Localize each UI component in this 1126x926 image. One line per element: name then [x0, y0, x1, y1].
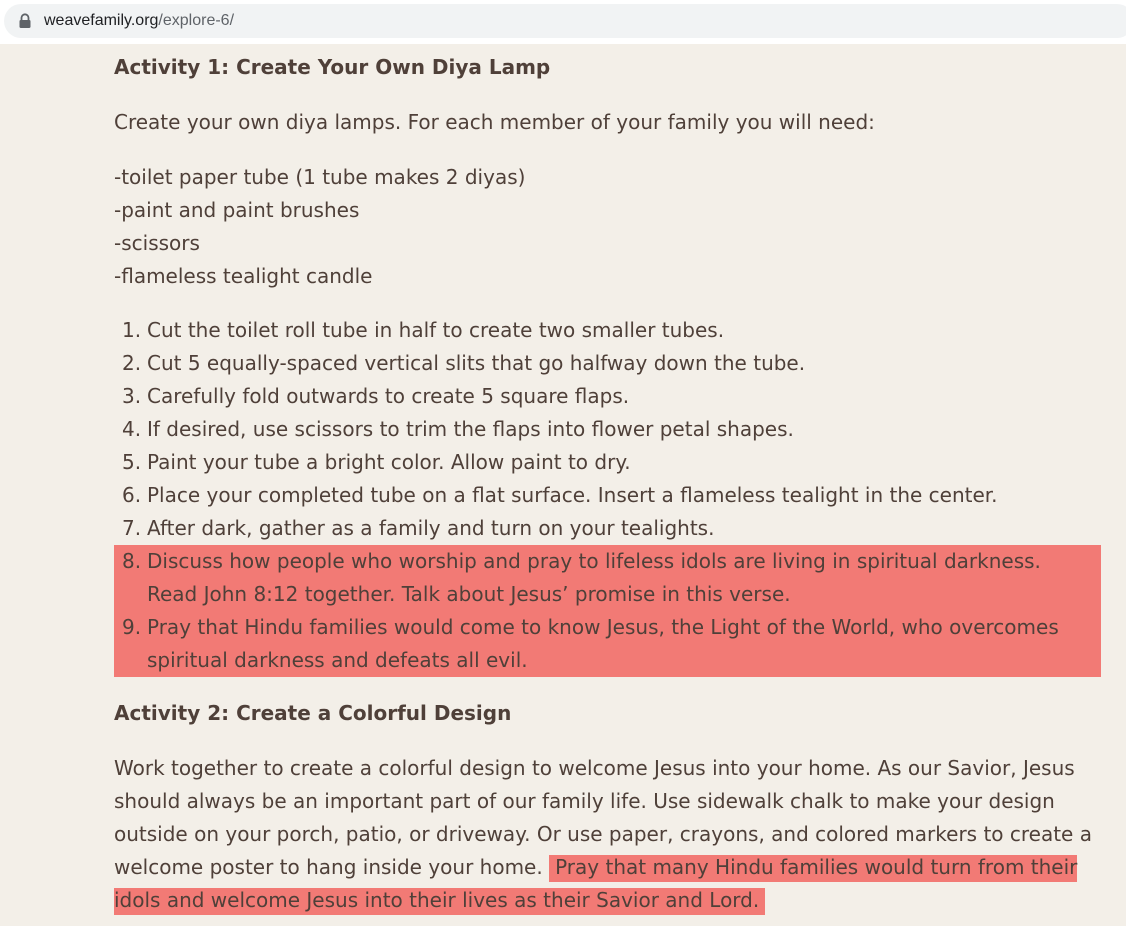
activity1-heading: Activity 1: Create Your Own Diya Lamp	[114, 55, 551, 79]
step-text: Carefully fold outwards to create 5 square flaps.	[147, 384, 630, 408]
supply-item: -scissors	[114, 231, 200, 255]
step-text: Cut 5 equally-spaced vertical slits that go halfway down the tube.	[147, 351, 806, 375]
activity2-heading: Activity 2: Create a Colorful Design	[114, 701, 512, 725]
step-item	[114, 512, 1101, 545]
step-number: 8.	[122, 549, 142, 573]
activity1-intro: Create your own diya lamps. For each member of your family you will need:	[114, 110, 875, 134]
step-item	[114, 611, 1101, 677]
highlighted-prayer-text: Pray that many Hindu families would turn from their idols and welcome Jesus into their lives as their Savior and Lord.	[114, 855, 1077, 915]
step-item	[114, 446, 1101, 479]
step-text: If desired, use scissors to trim the flaps into flower petal shapes.	[147, 417, 794, 441]
activity2-text: Work together to create a colorful design to welcome Jesus into your home. As our Savior, Jesus should always be an important part of our family life. Use sidewalk chalk to make your design outside on your porch, patio, or driveway. Or use paper, crayons, and colored markers to create a welcome poster to hang inside your home.	[114, 756, 1092, 879]
step-number: 6.	[122, 483, 142, 507]
step-text: Paint your tube a bright color. Allow paint to dry.	[147, 450, 631, 474]
step-text: Place your completed tube on a flat surface. Insert a flameless tealight in the center.	[147, 483, 998, 507]
step-number: 9.	[122, 615, 142, 639]
step-text: Discuss how people who worship and pray to lifeless idols are living in spiritual darkness. Read John 8:12 together. Talk about Jesus’ promise in this verse.	[147, 549, 1041, 606]
step-number: 3.	[122, 384, 142, 408]
url-domain: weavefamily.org	[44, 12, 159, 29]
lock-icon[interactable]	[18, 13, 32, 29]
step-text: Cut the toilet roll tube in half to create two smaller tubes.	[147, 318, 725, 342]
step-number: 1.	[122, 318, 142, 342]
activity2-paragraph	[114, 752, 1104, 917]
supply-item: -paint and paint brushes	[114, 198, 360, 222]
step-item	[114, 413, 1101, 446]
step-item	[114, 479, 1101, 512]
browser-toolbar	[0, 0, 1126, 44]
step-text: After dark, gather as a family and turn on your tealights.	[147, 516, 715, 540]
url-path: /explore-6/	[158, 12, 235, 29]
url-text[interactable]	[44, 12, 234, 30]
step-number: 4.	[122, 417, 142, 441]
supply-item: -toilet paper tube (1 tube makes 2 diyas)	[114, 165, 526, 189]
steps-list	[114, 314, 1101, 677]
step-item	[114, 380, 1101, 413]
supplies-list	[114, 161, 525, 293]
supply-item: -flameless tealight candle	[114, 264, 373, 288]
step-number: 2.	[122, 351, 142, 375]
address-bar[interactable]	[4, 4, 1126, 38]
step-item	[114, 545, 1101, 611]
step-text: Pray that Hindu families would come to know Jesus, the Light of the World, who overcomes spiritual darkness and defeats all evil.	[147, 615, 1059, 672]
step-number: 7.	[122, 516, 142, 540]
step-item	[114, 347, 1101, 380]
step-number: 5.	[122, 450, 142, 474]
step-item	[114, 314, 1101, 347]
